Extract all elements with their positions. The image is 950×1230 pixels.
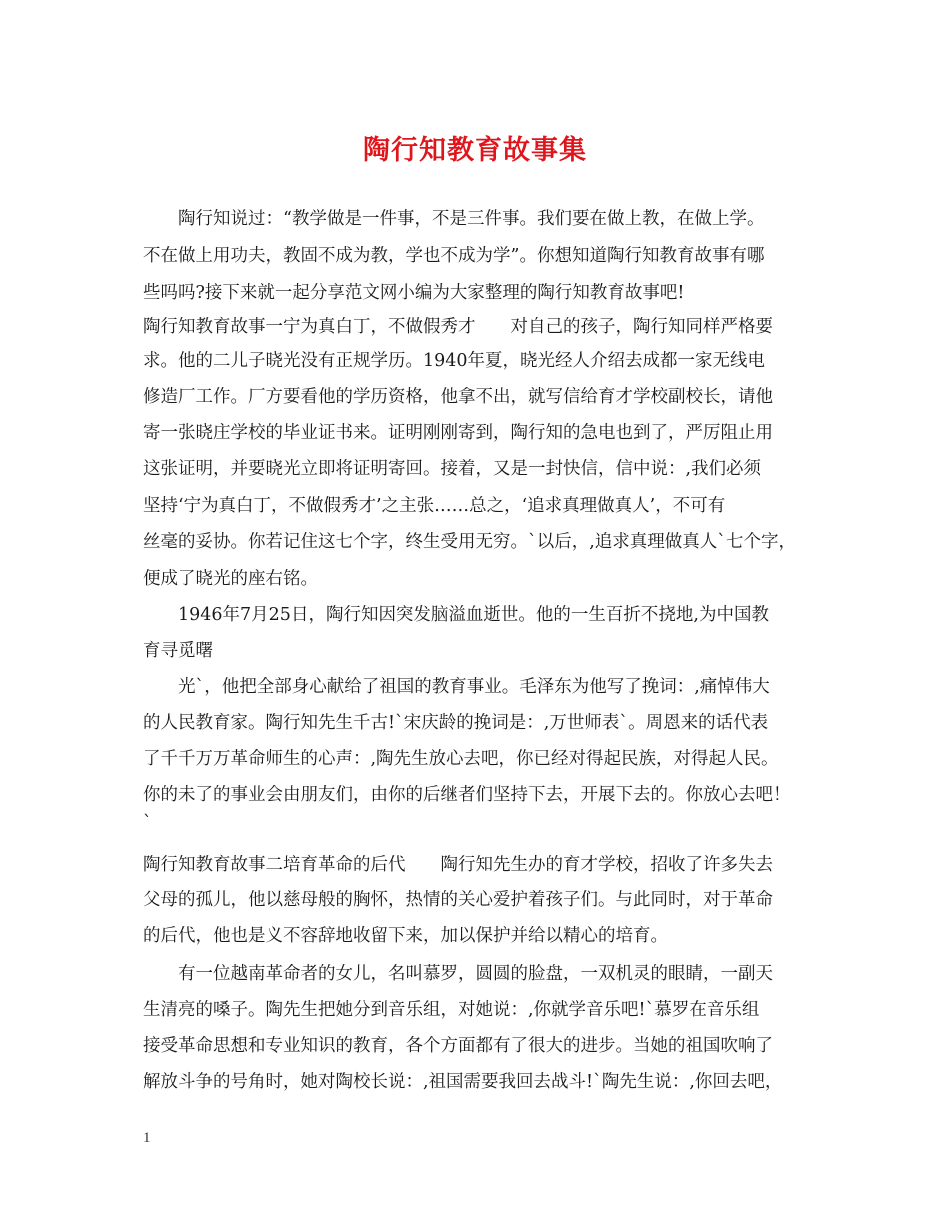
paragraph-line: 接受革命思想和专业知识的教育，各个方面都有了很大的进步。当她的祖国吹响了 bbox=[143, 1036, 773, 1056]
paragraph-line: 修造厂工作。厂方要看他的学历资格，他拿不出，就写信给育才学校副校长，请他 bbox=[143, 387, 773, 407]
paragraph-line: 父母的孤儿，他以慈母般的胸怀，热情的关心爱护着孩子们。与此同时，对于革命 bbox=[143, 890, 773, 910]
paragraph-line: 解放斗争的号角时，她对陶校长说：,祖国需要我回去战斗!`陶先生说：,你回去吧， bbox=[143, 1072, 783, 1092]
page-number: 1 bbox=[143, 1130, 151, 1146]
paragraph-line: 生清亮的嗓子。陶先生把她分到音乐组，对她说：,你就学音乐吧!`慕罗在音乐组 bbox=[143, 1000, 760, 1020]
paragraph-line: 育寻觅曙 bbox=[143, 641, 213, 661]
paragraph-line: 有一位越南革命者的女儿，名叫慕罗，圆圆的脸盘，一双机灵的眼睛，一副天 bbox=[143, 964, 773, 984]
document-title: 陶行知教育故事集 bbox=[363, 135, 587, 166]
paragraph-line: 1946年7月25日，陶行知因突发脑溢血逝世。他的一生百折不挠地,为中国教 bbox=[143, 605, 769, 625]
paragraph-line: 陶行知说过：“教学做是一件事，不是三件事。我们要在做上教，在做上学。 bbox=[143, 209, 765, 229]
paragraph-line: 你的未了的事业会由朋友们，由你的后继者们坚持下去，开展下去的。你放心去吧！ bbox=[143, 785, 791, 805]
paragraph-line: 求。他的二儿子晓光没有正规学历。1940年夏，晓光经人介绍去成都一家无线电 bbox=[143, 351, 766, 371]
paragraph-line: 的人民教育家。陶行知先生千古!`宋庆龄的挽词是：,万世师表`。周恩来的话代表 bbox=[143, 713, 769, 733]
paragraph-line: 的后代，他也是义不容辞地收留下来，加以保护并给以精心的培育。 bbox=[143, 926, 668, 946]
paragraph-line: 些吗吗?接下来就一起分享范文网小编为大家整理的陶行知教育故事吧! bbox=[143, 283, 685, 303]
paragraph-line: 不在做上用功夫，教固不成为教，学也不成为学”。你想知道陶行知教育故事有哪 bbox=[143, 246, 765, 266]
paragraph-line: ` bbox=[143, 813, 152, 833]
paragraph-line: 光`，他把全部身心献给了祖国的教育事业。毛泽东为他写了挽词：,痛悼伟大 bbox=[143, 677, 770, 697]
section-heading-line: 陶行知教育故事一宁为真白丁，不做假秀才 对自己的孩子，陶行知同样严格要 bbox=[143, 317, 773, 337]
paragraph-line: 坚持‘宁为真白丁，不做假秀才’之主张……总之，‘追求真理做真人’，不可有 bbox=[143, 496, 726, 516]
paragraph-line: 寄一张晓庄学校的毕业证书来。证明刚刚寄到，陶行知的急电也到了，严厉阻止用 bbox=[143, 423, 773, 443]
paragraph-line: 了千千万万革命师生的心声：,陶先生放心去吧，你已经对得起民族，对得起人民。 bbox=[143, 749, 779, 769]
paragraph-line: 便成了晓光的座右铭。 bbox=[143, 569, 318, 589]
section-heading-line: 陶行知教育故事二培育革命的后代 陶行知先生办的育才学校，招收了许多失去 bbox=[143, 855, 773, 875]
paragraph-line: 丝毫的妥协。你若记住这七个字，终生受用无穷。`以后，,追求真理做真人`七个字， bbox=[143, 532, 797, 552]
paragraph-line: 这张证明，并要晓光立即将证明寄回。接着，又是一封快信，信中说：,我们必须 bbox=[143, 459, 762, 479]
